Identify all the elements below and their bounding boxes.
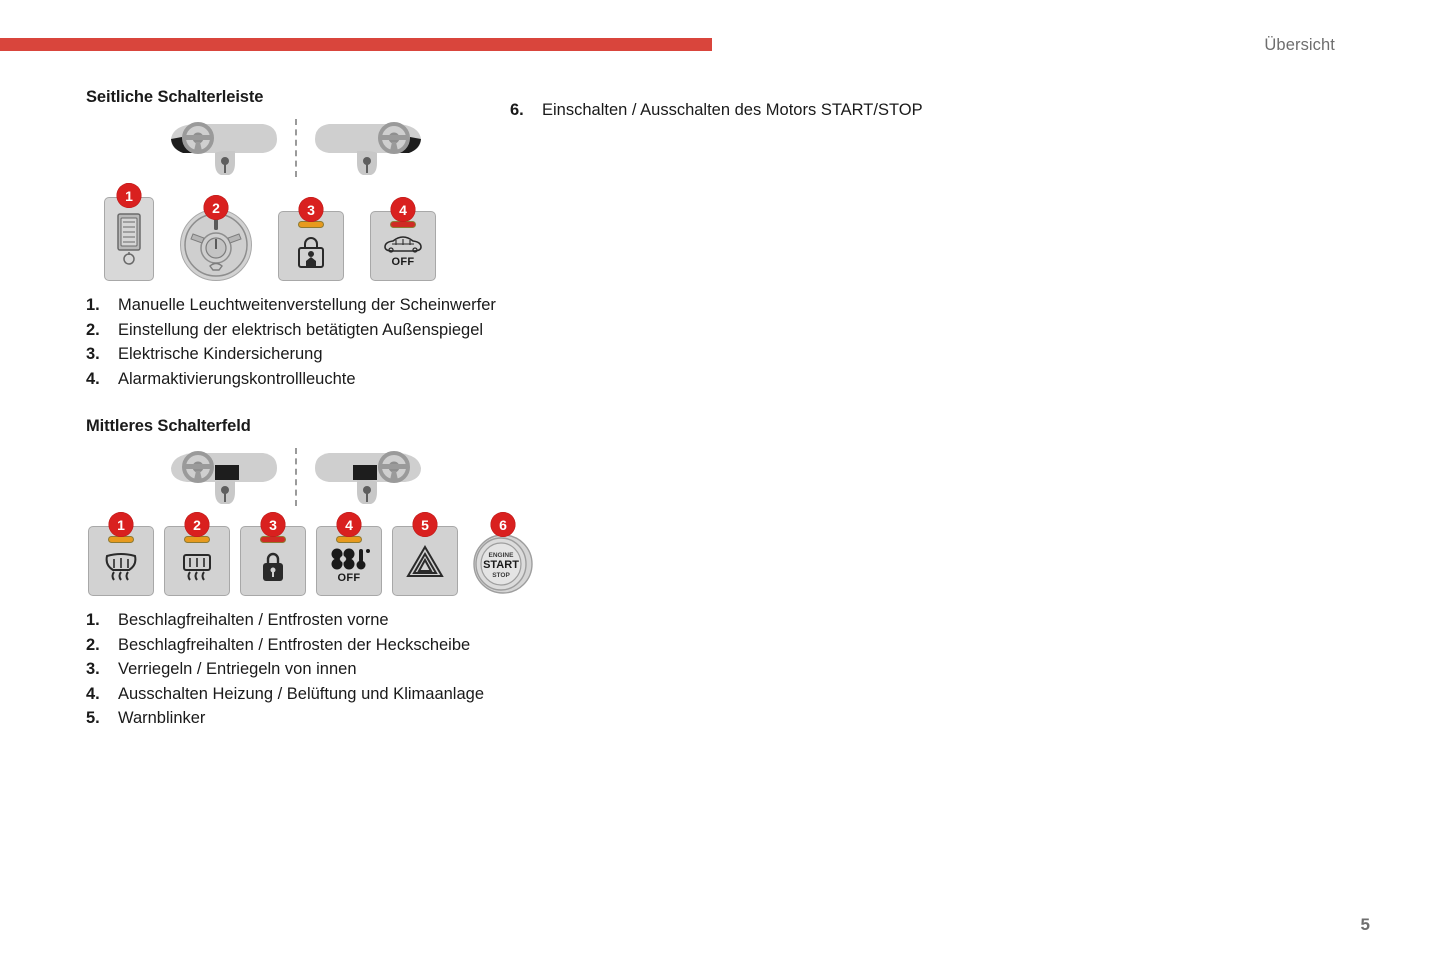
right-column-list xyxy=(510,98,930,123)
list-item-text: Beschlagfreihalten / Entfrosten der Heckscheibe xyxy=(118,635,471,654)
svg-text:STOP: STOP xyxy=(492,572,510,579)
switch-led-4 xyxy=(336,536,362,543)
list-item xyxy=(86,633,506,658)
switch-led-1 xyxy=(108,536,134,543)
list-item-text: Beschlagfreihalten / Entfrosten vorne xyxy=(118,611,389,629)
list-item-index: 3. xyxy=(86,345,100,363)
right-column xyxy=(510,88,930,123)
centre-switch-panel-list xyxy=(86,608,506,731)
list-item xyxy=(86,367,506,392)
list-item xyxy=(86,682,506,707)
list-item-text: Alarmaktivierungskontrollleuchte xyxy=(118,369,356,388)
switch-4-label: OFF xyxy=(391,256,415,268)
section-title-centre-switch-panel: Mittleres Schalterfeld xyxy=(86,417,251,435)
switch-2-mirror-adjustment[interactable] xyxy=(180,199,252,281)
switch-badge-6: 6 xyxy=(491,512,516,537)
switch-1-headlight-levelling[interactable] xyxy=(104,187,154,281)
switch-5-hazard-warning[interactable] xyxy=(392,516,458,596)
list-item-text: Verriegeln / Entriegeln von innen xyxy=(118,660,357,678)
dashboard-illustrations xyxy=(86,117,506,183)
side-switch-panel-figure xyxy=(86,117,506,281)
switch-badge-1: 1 xyxy=(117,183,142,208)
front-demist-defrost-icon xyxy=(101,550,141,584)
dashboard-lhd-side xyxy=(163,117,281,179)
switch-4-climate-off[interactable] xyxy=(316,516,382,596)
list-item-index: 2. xyxy=(86,320,100,339)
rear-demist-defrost-icon xyxy=(177,550,217,584)
list-item-index: 1. xyxy=(86,296,100,314)
side-switch-row xyxy=(86,187,506,281)
switch-6-engine-start-stop[interactable] xyxy=(470,516,536,596)
switch-badge-1: 1 xyxy=(109,512,134,537)
climate-off-icon xyxy=(326,547,372,571)
switch-led-2 xyxy=(184,536,210,543)
switch-badge-3: 3 xyxy=(299,197,324,222)
chapter-title: Übersicht xyxy=(1264,36,1335,54)
switch-1-front-demist[interactable] xyxy=(88,516,154,596)
list-item xyxy=(86,318,506,343)
list-item-text: Ausschalten Heizung / Belüftung und Klimaanlage xyxy=(118,684,484,703)
switch-led-4 xyxy=(390,221,416,228)
list-item xyxy=(86,293,506,318)
mirror-adjustment-dial-icon xyxy=(183,212,249,278)
dashboard-illustrations-centre xyxy=(86,446,506,512)
switch-led-3 xyxy=(260,536,286,543)
list-item xyxy=(86,706,506,731)
switch-badge-5: 5 xyxy=(413,512,438,537)
central-locking-icon xyxy=(259,550,287,584)
alarm-off-icon xyxy=(382,235,424,255)
dashboard-rhd-side xyxy=(311,117,429,179)
section-title-side-switch-panel: Seitliche Schalterleiste xyxy=(86,88,264,106)
list-item xyxy=(86,657,506,682)
side-switch-panel-list xyxy=(86,293,506,391)
hazard-warning-icon xyxy=(406,545,444,579)
switch-3-central-locking[interactable] xyxy=(240,516,306,596)
headlight-levelling-switch-icon xyxy=(112,211,146,271)
list-item-index: 5. xyxy=(86,709,100,727)
list-item-text: Einstellung der elektrisch betätigten Außenspiegel xyxy=(118,320,484,339)
list-item-text: Elektrische Kindersicherung xyxy=(118,345,323,363)
list-item-index: 6. xyxy=(510,101,524,119)
list-item-text: Einschalten / Ausschalten des Motors START/STOP xyxy=(542,101,923,119)
page-number: 5 xyxy=(1360,915,1370,934)
header-rule xyxy=(0,38,712,51)
list-item-index: 2. xyxy=(86,635,100,654)
list-item-text: Manuelle Leuchtweitenverstellung der Scheinwerfer xyxy=(118,296,496,314)
dashboard-rhd-centre xyxy=(311,446,429,508)
switch-3-child-lock[interactable] xyxy=(278,201,344,281)
list-item-index: 1. xyxy=(86,611,100,629)
switch-4-alarm-indicator[interactable] xyxy=(370,201,436,281)
list-item-index: 4. xyxy=(86,369,100,388)
child-lock-icon xyxy=(294,235,328,269)
switch-2-rear-demist[interactable] xyxy=(164,516,230,596)
switch-badge-2: 2 xyxy=(204,195,229,220)
list-item xyxy=(86,342,506,367)
svg-text:START: START xyxy=(483,559,519,571)
centre-switch-panel-figure xyxy=(86,446,519,596)
centre-switch-row xyxy=(86,516,519,596)
switch-badge-4: 4 xyxy=(391,197,416,222)
dashboard-divider xyxy=(295,119,297,177)
left-column xyxy=(86,88,519,731)
list-item xyxy=(510,98,930,123)
list-item xyxy=(86,608,506,633)
svg-text:ENGINE: ENGINE xyxy=(488,552,514,559)
switch-led-3 xyxy=(298,221,324,228)
switch-badge-3: 3 xyxy=(261,512,286,537)
dashboard-divider xyxy=(295,448,297,506)
dashboard-lhd-centre xyxy=(163,446,281,508)
switch-badge-4: 4 xyxy=(337,512,362,537)
list-item-index: 4. xyxy=(86,684,100,703)
switch-badge-2: 2 xyxy=(185,512,210,537)
list-item-index: 3. xyxy=(86,660,100,678)
list-item-text: Warnblinker xyxy=(118,709,206,727)
switch-4-label: OFF xyxy=(337,572,361,584)
